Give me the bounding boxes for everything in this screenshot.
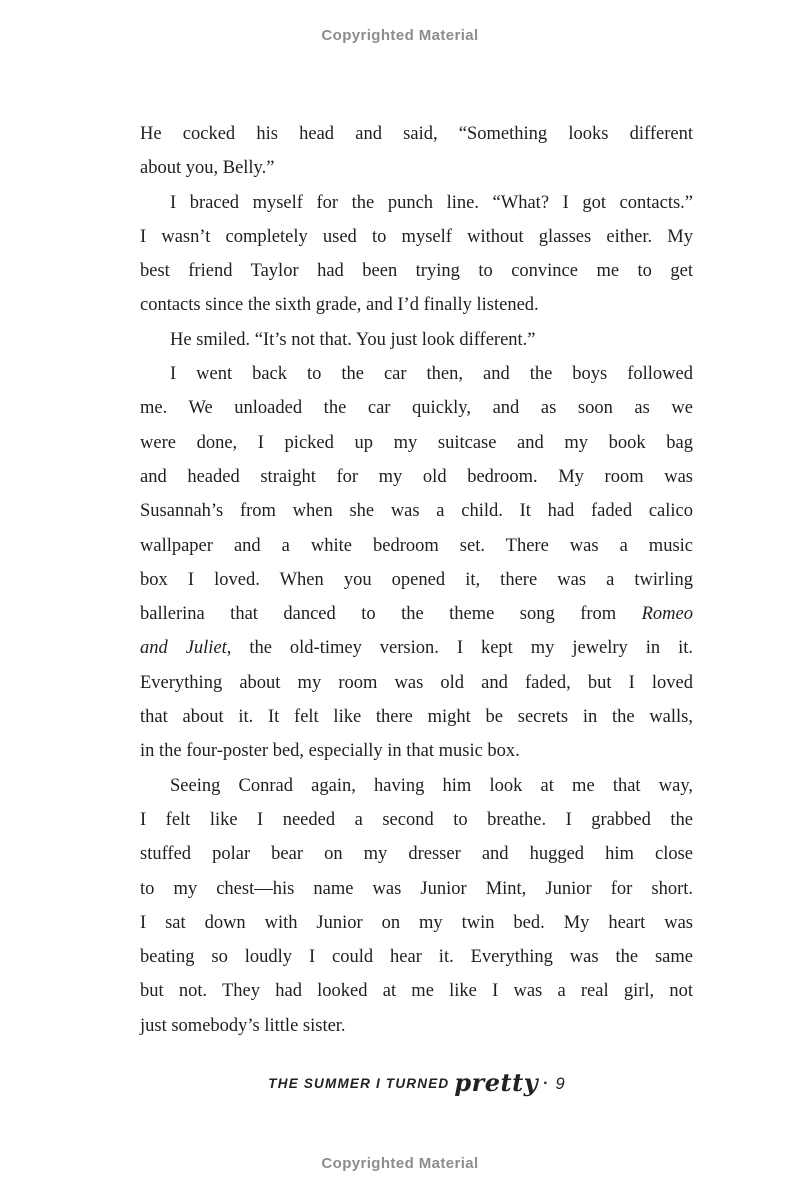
text-segment: wallpaper and a white bedroom set. There was a music xyxy=(140,535,693,556)
italic-text: and Juliet xyxy=(140,638,227,659)
page-number: 9 xyxy=(555,1075,565,1093)
footer-script-word: pretty xyxy=(454,1068,539,1097)
paragraph xyxy=(140,357,693,769)
text-line xyxy=(140,288,693,322)
text-line xyxy=(140,151,693,185)
text-segment: I wasn’t completely used to myself without glasses either. My xyxy=(140,226,693,247)
text-line xyxy=(140,803,693,837)
paragraph xyxy=(140,769,693,1043)
paragraph xyxy=(140,117,693,186)
text-segment: I went back to the car then, and the boys followed xyxy=(170,364,693,385)
text-segment: contacts since the sixth grade, and I’d finally listened. xyxy=(140,295,539,316)
text-line xyxy=(140,631,693,665)
text-segment: that about it. It felt like there might be secrets in the walls, xyxy=(140,707,693,728)
text-line xyxy=(140,529,693,563)
text-segment: just somebody’s little sister. xyxy=(140,1015,346,1036)
text-line xyxy=(140,769,693,803)
text-line xyxy=(140,220,693,254)
text-segment: best friend Taylor had been trying to convince me to get xyxy=(140,261,693,282)
text-segment: I sat down with Junior on my twin bed. My heart was xyxy=(140,912,693,933)
footer-separator: · xyxy=(543,1075,549,1092)
text-line xyxy=(140,597,693,631)
text-segment: I felt like I needed a second to breathe. I grabbed the xyxy=(140,809,693,830)
text-line xyxy=(140,872,693,906)
text-segment: stuffed polar bear on my dresser and hugged him close xyxy=(140,844,693,865)
text-segment: but not. They had looked at me like I was a real girl, not xyxy=(140,981,693,1002)
text-segment: box I loved. When you opened it, there was a twirling xyxy=(140,569,693,590)
text-segment: Seeing Conrad again, having him look at me that way, xyxy=(170,775,693,796)
text-line xyxy=(140,666,693,700)
italic-text: Romeo xyxy=(641,604,693,625)
text-segment: me. We unloaded the car quickly, and as soon as we xyxy=(140,398,693,419)
copyright-notice-top: Copyrighted Material xyxy=(321,27,479,44)
text-line xyxy=(140,117,693,151)
copyright-notice-bottom: Copyrighted Material xyxy=(321,1155,479,1172)
text-line xyxy=(140,323,693,357)
text-line xyxy=(140,700,693,734)
text-segment: beating so loudly I could hear it. Everything was the same xyxy=(140,947,693,968)
running-footer xyxy=(140,1068,693,1097)
text-segment: and headed straight for my old bedroom. My room was xyxy=(140,466,693,487)
text-line xyxy=(140,734,693,768)
text-line xyxy=(140,186,693,220)
text-line xyxy=(140,460,693,494)
text-line xyxy=(140,254,693,288)
text-segment: I braced myself for the punch line. “What? I got contacts.” xyxy=(170,192,693,213)
text-line xyxy=(140,391,693,425)
paragraph xyxy=(140,186,693,323)
text-segment: about you, Belly.” xyxy=(140,158,275,179)
text-segment: Everything about my room was old and faded, but I loved xyxy=(140,672,693,693)
text-segment: He smiled. “It’s not that. You just look different.” xyxy=(170,329,536,350)
text-line xyxy=(140,837,693,871)
text-segment: , the old-timey version. I kept my jewelry in it. xyxy=(226,638,693,659)
text-line xyxy=(140,494,693,528)
text-segment: to my chest—his name was Junior Mint, Junior for short. xyxy=(140,878,693,899)
text-line xyxy=(140,974,693,1008)
text-segment: in the four-poster bed, especially in that music box. xyxy=(140,741,520,762)
text-line xyxy=(140,426,693,460)
text-line xyxy=(140,906,693,940)
paragraph xyxy=(140,323,693,357)
text-segment: ballerina that danced to the theme song from xyxy=(140,604,642,625)
text-line xyxy=(140,940,693,974)
text-line xyxy=(140,357,693,391)
text-line xyxy=(140,563,693,597)
text-segment: were done, I picked up my suitcase and my book bag xyxy=(140,432,693,453)
text-line xyxy=(140,1009,693,1043)
text-segment: Susannah’s from when she was a child. It had faded calico xyxy=(140,501,693,522)
text-segment: He cocked his head and said, “Something looks different xyxy=(140,124,693,144)
page-text xyxy=(140,117,693,1043)
footer-series-title: THE SUMMER I TURNED xyxy=(268,1076,450,1091)
